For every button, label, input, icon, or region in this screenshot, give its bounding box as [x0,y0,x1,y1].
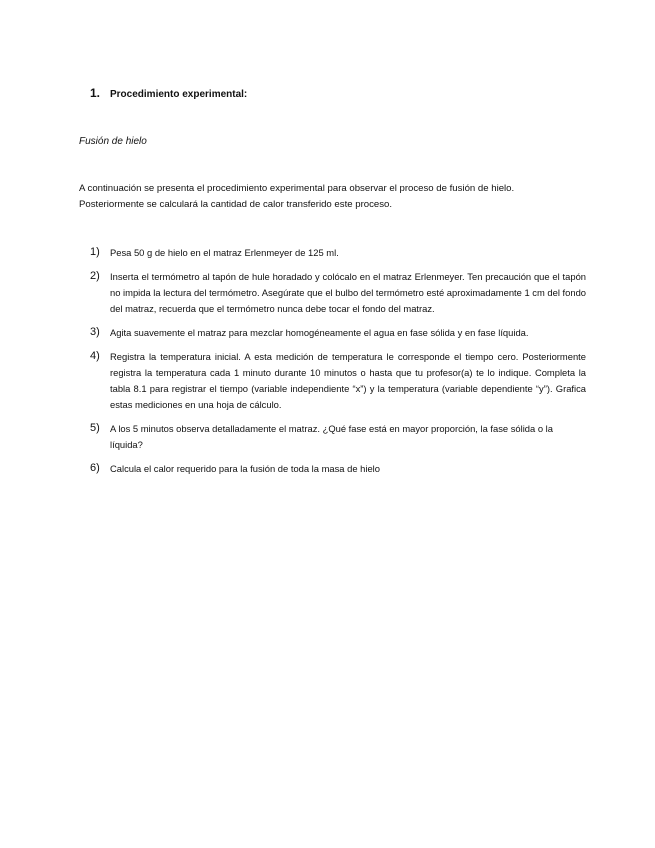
procedure-step-6 [90,461,586,477]
section-heading [90,86,247,100]
procedure-step-2 [90,269,586,317]
subsection-title: Fusión de hielo [79,136,147,147]
step-text: Calcula el calor requerido para la fusión de toda la masa de hielo [110,463,380,474]
intro-line-2: Posteriormente se calculará la cantidad de calor transferido este proceso. [79,199,393,210]
intro-paragraph [79,181,579,213]
procedure-step-5 [90,421,586,453]
step-marker: 2) [90,270,100,282]
procedure-step-3 [90,325,586,341]
step-marker: 6) [90,462,100,474]
section-title: Procedimiento experimental: [110,89,248,100]
step-marker: 3) [90,326,100,338]
section-number: 1. [90,86,101,100]
step-text: Registra la temperatura inicial. A esta medición de temperatura le corresponde el tiempo cero. Posteriormente registra la temperatura cada 1 minuto durante 10 minutos o hasta que tu profesor(a) te lo indique. Completa la tabla 8.1 para registrar el tiempo (variable independiente “x”) y la temperatura (variable dependiente “y”). Grafica estas mediciones en una hoja de cálculo. [110,351,586,410]
procedure-steps-list [90,245,586,485]
step-marker: 1) [90,246,100,258]
step-marker: 4) [90,350,100,362]
step-text: Pesa 50 g de hielo en el matraz Erlenmeyer de 125 ml. [110,247,339,258]
procedure-step-1 [90,245,586,261]
intro-line-1: A continuación se presenta el procedimiento experimental para observar el proceso de fusión de hielo. [79,183,515,194]
step-text: A los 5 minutos observa detalladamente el matraz. ¿Qué fase está en mayor proporción, la fase sólida o la líquida? [110,423,553,450]
step-marker: 5) [90,422,100,434]
step-text: Inserta el termómetro al tapón de hule horadado y colócalo en el matraz Erlenmeyer. Ten precaución que el tapón no impida la lectura del termómetro. Asegúrate que el bulbo del termómetro esté aproximadamente 1 cm del fondo del matraz, recuerda que el termómetro nunca debe tocar el fondo del matraz. [110,271,586,314]
step-text: Agita suavemente el matraz para mezclar homogéneamente el agua en fase sólida y en fase líquida. [110,327,529,338]
procedure-step-4 [90,349,586,413]
